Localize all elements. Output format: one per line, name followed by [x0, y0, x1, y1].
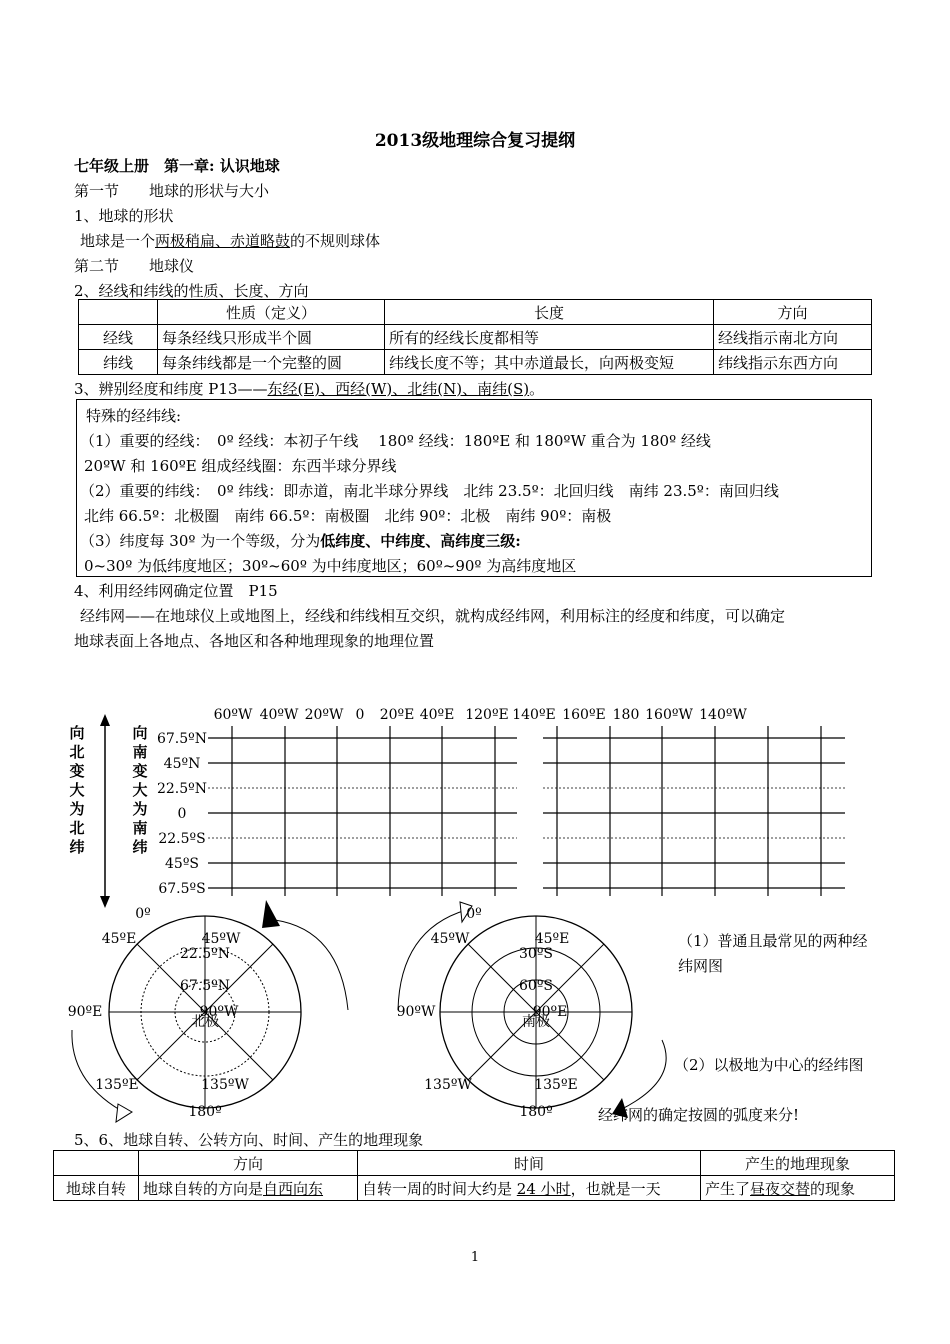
longitude-label: 160ºE	[562, 707, 606, 723]
diagram-label: 0º	[466, 906, 482, 922]
diagram-note-2: （2）以极地为中心的经纬图	[674, 1056, 864, 1074]
cell-text: 的现象	[810, 1179, 856, 1198]
item-3-post: 。	[529, 380, 545, 398]
longitude-label: 0	[355, 707, 365, 723]
latitude-label: 0	[177, 806, 187, 822]
box-line: 0~30º 为低纬度地区；30º~60º 为中纬度地区；60º~90º 为高纬度地区	[84, 557, 577, 575]
arrow-down-icon	[100, 896, 110, 908]
cell-underline: 自西向东	[263, 1179, 324, 1198]
box-line-6-pre: （3）纬度每 30º 为一个等级，分为	[80, 532, 321, 550]
curved-arrow-left	[72, 1030, 120, 1110]
box-line: 特殊的经纬线:	[86, 407, 182, 425]
cell-text: ，也就是一天	[570, 1179, 661, 1198]
side-char: 南	[132, 743, 148, 761]
table-cell: 经线指示南北方向	[714, 325, 872, 350]
arrow-up-icon	[100, 714, 110, 726]
longitude-label: 60ºW	[213, 707, 253, 723]
para-4-line-2: 地球表面上各地点、各地区和各种地理现象的地理位置	[74, 632, 435, 650]
latitude-label: 45ºN	[163, 756, 201, 772]
box-line: 20ºW 和 160ºE 组成经线圈：东西半球分界线	[84, 457, 397, 475]
diagram-label: 45ºW	[430, 931, 470, 947]
item-3-pre: 3、辨别经度和纬度 P13——	[74, 380, 268, 398]
diagram-note-3: 经纬网的确定按圆的弧度来分!	[598, 1106, 800, 1124]
table-cell: 经线	[79, 325, 158, 350]
longitude-label: 140ºW	[699, 707, 747, 723]
table-cell: 时间	[358, 1151, 701, 1176]
diagram-label: 180º	[519, 1104, 553, 1120]
item-1-post: 的不规则球体	[290, 232, 381, 250]
arrow-head-icon	[262, 900, 280, 928]
side-label-south	[132, 724, 147, 856]
latitude-label: 67.5ºN	[156, 731, 208, 747]
page-title: 2013级地理综合复习提纲	[374, 131, 576, 151]
longitude-labels	[214, 707, 748, 723]
box-line: （1）重要的经线： 0º 经线：本初子午线 180º 经线：180ºE 和 180ºW 重合为 180º 经线	[80, 432, 711, 450]
table-cell: 所有的经线长度都相等	[385, 325, 714, 350]
side-char: 纬	[69, 838, 85, 856]
cell-underline: 24 小时	[516, 1179, 571, 1198]
side-char: 变	[132, 762, 148, 780]
table-cell	[701, 1176, 895, 1201]
table-row	[54, 1176, 895, 1201]
item-1-pre: 地球是一个	[80, 232, 156, 250]
curved-arrow-right	[275, 920, 348, 1010]
curved-arrow-right	[620, 1040, 666, 1110]
diagram-label: 180º	[188, 1104, 222, 1120]
side-char: 为	[132, 800, 148, 818]
graticule-grid-right	[543, 726, 845, 896]
diagram-label: 67.5ºN	[179, 978, 231, 994]
box-line: 北纬 66.5º：北极圈 南纬 66.5º：南极圈 北纬 90º：北极 南纬 90º：南极	[84, 507, 612, 525]
longitude-label: 160ºW	[645, 707, 693, 723]
side-char: 纬	[132, 838, 148, 856]
latitude-label: 22.5ºS	[158, 831, 206, 847]
latitude-label: 22.5ºN	[156, 781, 208, 797]
box-line: （2）重要的纬线： 0º 纬线：即赤道，南北半球分界线 北纬 23.5º：北回归线 南纬 23.5º：南回归线	[80, 482, 779, 500]
item-4-heading: 4、利用经纬网确定位置 P15	[74, 582, 278, 600]
side-char: 南	[132, 819, 148, 837]
side-char: 大	[132, 781, 148, 799]
longitude-label: 40ºW	[259, 707, 299, 723]
longitude-label: 180	[612, 707, 640, 723]
table-cell	[54, 1151, 139, 1176]
latitude-label: 67.5ºS	[158, 881, 206, 897]
side-char: 北	[69, 819, 85, 837]
table-row	[54, 1151, 895, 1176]
item-1-underline: 两极稍扁、赤道略鼓	[155, 232, 291, 250]
diagram-label: 60ºS	[519, 978, 553, 994]
table-cell: 方向	[714, 300, 872, 325]
diagram-label: 30ºS	[519, 946, 553, 962]
table-cell: 纬线长度不等；其中赤道最长，向两极变短	[385, 350, 714, 375]
table-cell	[358, 1176, 701, 1201]
side-char: 向	[69, 724, 85, 742]
south-polar-labels	[397, 906, 578, 1120]
diagram-label: 135ºE	[95, 1077, 139, 1093]
box-line-6-bold: 低纬度、中纬度、高纬度三级:	[320, 532, 521, 550]
diagram-label: 90ºW	[396, 1004, 436, 1020]
longitude-label: 20ºW	[304, 707, 344, 723]
longitude-label: 140ºE	[512, 707, 556, 723]
cell-underline: 昼夜交替	[750, 1179, 811, 1198]
item-56-heading: 5、6、地球自转、公转方向、时间、产生的地理现象	[74, 1131, 424, 1149]
side-char: 变	[69, 762, 85, 780]
longitude-label: 20ºE	[379, 707, 415, 723]
item-2-heading: 2、经线和纬线的性质、长度、方向	[74, 282, 309, 300]
side-label-north	[69, 724, 84, 856]
grade-chapter: 七年级上册 第一章: 认识地球	[74, 157, 280, 175]
longitude-label: 40ºE	[419, 707, 455, 723]
section-2-heading: 第二节 地球仪	[74, 257, 195, 275]
table-cell: 地球自转	[54, 1176, 139, 1201]
diagram-note-1: （1）普通且最常见的两种经	[678, 932, 868, 950]
diagram-label: 135ºW	[424, 1077, 472, 1093]
north-polar-labels	[68, 906, 250, 1120]
diagram-label: 90ºW	[199, 1004, 239, 1020]
table-rotation	[53, 1150, 895, 1201]
arrow-head-icon	[116, 1104, 132, 1122]
page-number: 1	[470, 1250, 480, 1265]
table-cell: 产生的地理现象	[701, 1151, 895, 1176]
diagram-label: 90ºE	[532, 1004, 568, 1020]
table-cell	[139, 1176, 358, 1201]
diagram-label: 北极	[191, 1014, 219, 1030]
latitude-labels	[157, 731, 207, 897]
side-char: 大	[69, 781, 85, 799]
diagram-label: 22.5ºN	[179, 946, 231, 962]
table-cell: 方向	[139, 1151, 358, 1176]
diagram-note-1b: 纬网图	[678, 957, 724, 975]
table-cell: 纬线指示东西方向	[714, 350, 872, 375]
diagram-label: 135ºW	[201, 1077, 249, 1093]
diagram-label: 135ºE	[534, 1077, 578, 1093]
section-1-heading: 第一节 地球的形状与大小	[74, 182, 270, 200]
cell-text: 产生了	[705, 1179, 751, 1198]
item-3-underline: 东经(E)、西经(W)、北纬(N)、南纬(S)	[267, 380, 530, 398]
diagram-label: 南极	[522, 1014, 550, 1030]
latitude-label: 45ºS	[165, 856, 199, 872]
side-char: 为	[69, 800, 85, 818]
longitude-label: 120ºE	[465, 707, 509, 723]
diagram-label: 45ºE	[101, 931, 137, 947]
para-4-line-1: 经纬网——在地球仪上或地图上，经线和纬线相互交织，就构成经纬网，利用标注的经度和纬度，可以确定	[80, 607, 786, 625]
cell-text: 自转一周的时间大约是	[362, 1179, 517, 1198]
side-char: 北	[69, 743, 85, 761]
diagram-label: 45ºE	[534, 931, 570, 947]
cell-text: 地球自转的方向是	[143, 1179, 264, 1198]
table-cell: 纬线	[79, 350, 158, 375]
table-cell: 长度	[385, 300, 714, 325]
diagram-label: 0º	[135, 906, 151, 922]
diagram-label: 45ºW	[201, 931, 241, 947]
table-cell: 每条经线只形成半个圆	[158, 325, 385, 350]
table-cell: 性质（定义）	[158, 300, 385, 325]
diagram-label: 90ºE	[67, 1004, 103, 1020]
side-char: 向	[132, 724, 148, 742]
graticule-grid-left	[208, 726, 517, 896]
item-1-heading: 1、地球的形状	[74, 207, 174, 225]
table-cell: 每条纬线都是一个完整的圆	[158, 350, 385, 375]
